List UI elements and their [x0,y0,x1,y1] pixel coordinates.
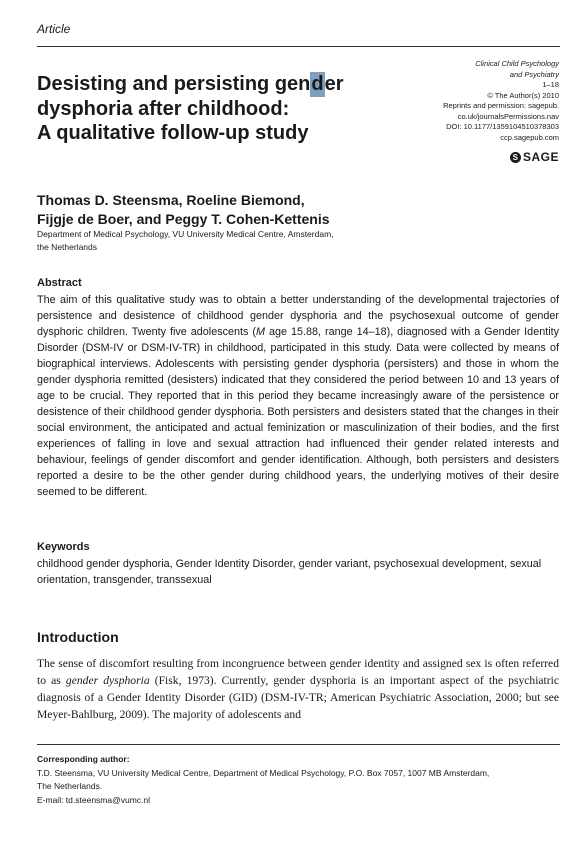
author-affiliation [37,228,397,253]
title-line-1 [37,72,377,97]
sage-logo-icon: S [510,152,521,163]
title-line-1-end: er [324,73,344,95]
journal-reprints-line-2[interactable]: co.uk/journalsPermissions.nav [457,111,559,121]
author-list [37,191,397,229]
header-divider [37,46,560,47]
journal-pages: 1–18 [542,80,559,89]
corresponding-email[interactable]: E-mail: td.steensma@vumc.nl [37,794,151,805]
sage-logo [510,150,559,164]
keywords-heading: Keywords [37,541,90,553]
introduction-text-part-2: (Fisk, 1973). Currently, gender dysphoria is an important aspect of the psychiatric diagnosis of a Gender Identity Disorder (GID) (DSM-IV-TR; American Psychiatric Association, 2000; but see Meyer-Bahlburg, 2009). The majority of adolescents and [37,674,560,721]
footnote-divider [37,744,560,745]
introduction-text-part-1: The sense of discomfort resulting from incongruence between gender identity and assigned sex is often referred to as [37,657,559,687]
abstract-text [37,292,559,500]
introduction-text-italic: gender dysphoria [65,674,150,687]
journal-reprints-line-1: Reprints and permission: sagepub. [443,101,559,110]
abstract-text-part-1: The aim of this qualitative study was to obtain a better understanding of the developmental trajectories of persistence and desistence of childhood gender dysphoria and the psychosexual outcome of gender dysphoric children. Twenty five adolescents ( [37,294,559,338]
paper-title [37,72,377,146]
title-line-1-start: Desisting and persisting gen [37,73,311,95]
sage-logo-text: SAGE [522,150,559,164]
journal-name-line-2: and Psychiatry [509,69,559,79]
journal-url[interactable]: ccp.sagepub.com [500,132,559,142]
corresponding-author-details [37,767,559,807]
author-line-1: Thomas D. Steensma, Roeline Biemond, [37,192,305,208]
journal-name-line-1: Clinical Child Psychology [475,59,559,68]
abstract-text-part-2: age 15.88, range 14–18), diagnosed with a Gender Identity Disorder (DSM-IV or DSM-IV-TR) in childhood, participated in this study. Data were collected by means of biographical interviews. Adolescents with persisting gender dysphoria (persisters) and those in whom the gender dysphoria remitted (desisters) indicated that they considered the period between 10 and 13 years of age to be crucial. They reported that in this period they became increasingly aware of the persistence or desistence of their childhood gender dysphoria. Both persisters and desisters stated that the changes in their social environment, the anticipated and actual feminization or masculinization of their bodies, and the first experiences of falling in love and sexual attraction had influenced their gender related interests and behaviour, feelings of gender discomfort and gender identification. Although, both persisters and desisters reported a desire to be the other gender during childhood years, the underlying motives of their desire seemed to be different. [37,326,559,498]
journal-copyright: © The Author(s) 2010 [487,90,559,100]
corresponding-address-line-2: The Netherlands. [37,781,103,792]
corresponding-author-heading: Corresponding author: [37,754,130,764]
keywords-text: childhood gender dysphoria, Gender Identity Disorder, gender variant, psychosexual development, sexual orientation, transgender, transsexual [37,558,542,586]
text-cursor-highlight: d [311,73,324,95]
introduction-text [37,655,559,723]
journal-info [359,59,559,143]
article-type-label: Article [37,22,71,36]
journal-doi[interactable]: DOI: 10.1177/1359104510378303 [446,122,559,131]
corresponding-address-line-1: T.D. Steensma, VU University Medical Centre, Department of Medical Psychology, P.O. Box 7057, 1007 MB Amsterdam, [37,768,490,778]
affiliation-line-1: Department of Medical Psychology, VU University Medical Centre, Amsterdam, [37,229,334,239]
affiliation-line-2: the Netherlands [37,241,98,252]
introduction-heading: Introduction [37,629,119,645]
title-line-2: dysphoria after childhood: [37,97,290,120]
title-line-3: A qualitative follow-up study [37,122,309,144]
author-line-2: Fijgje de Boer, and Peggy T. Cohen-Kettenis [37,211,330,227]
abstract-heading: Abstract [37,277,82,289]
abstract-text-italic: M [255,326,265,338]
